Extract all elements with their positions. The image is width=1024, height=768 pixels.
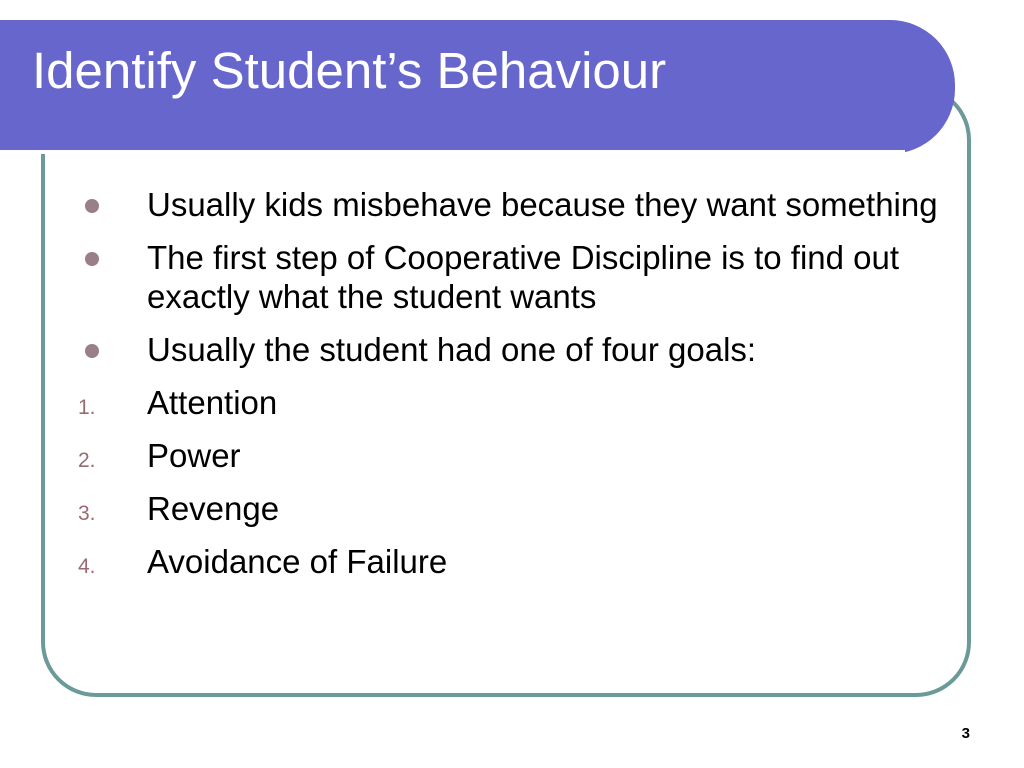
bullet-text: Usually the student had one of four goals: <box>147 331 757 368</box>
slide-title: Identify Student’s Behaviour <box>32 42 667 99</box>
bullet-icon <box>85 199 99 213</box>
page-number: 3 <box>961 725 970 742</box>
numbered-item <box>70 542 950 581</box>
title-underline <box>0 150 905 154</box>
bullet-text: The first step of Cooperative Discipline is to find out exactly what the student wants <box>147 239 900 315</box>
numbered-item <box>70 383 950 422</box>
bullet-list <box>70 185 950 595</box>
numbered-text: Power <box>147 437 241 474</box>
bullet-item <box>70 330 950 369</box>
numbered-text: Avoidance of Failure <box>147 543 448 580</box>
bullet-icon <box>85 344 99 358</box>
bullet-item <box>70 238 950 316</box>
numbered-item <box>70 489 950 528</box>
numbered-item <box>70 436 950 475</box>
bullet-text: Usually kids misbehave because they want something <box>147 186 938 223</box>
numbered-text: Attention <box>147 384 278 421</box>
bullet-item <box>70 185 950 224</box>
bullet-icon <box>85 252 99 266</box>
number-marker: 1. <box>78 396 96 419</box>
numbered-text: Revenge <box>147 490 280 527</box>
number-marker: 2. <box>78 449 96 472</box>
number-marker: 4. <box>78 555 96 578</box>
number-marker: 3. <box>78 502 96 525</box>
